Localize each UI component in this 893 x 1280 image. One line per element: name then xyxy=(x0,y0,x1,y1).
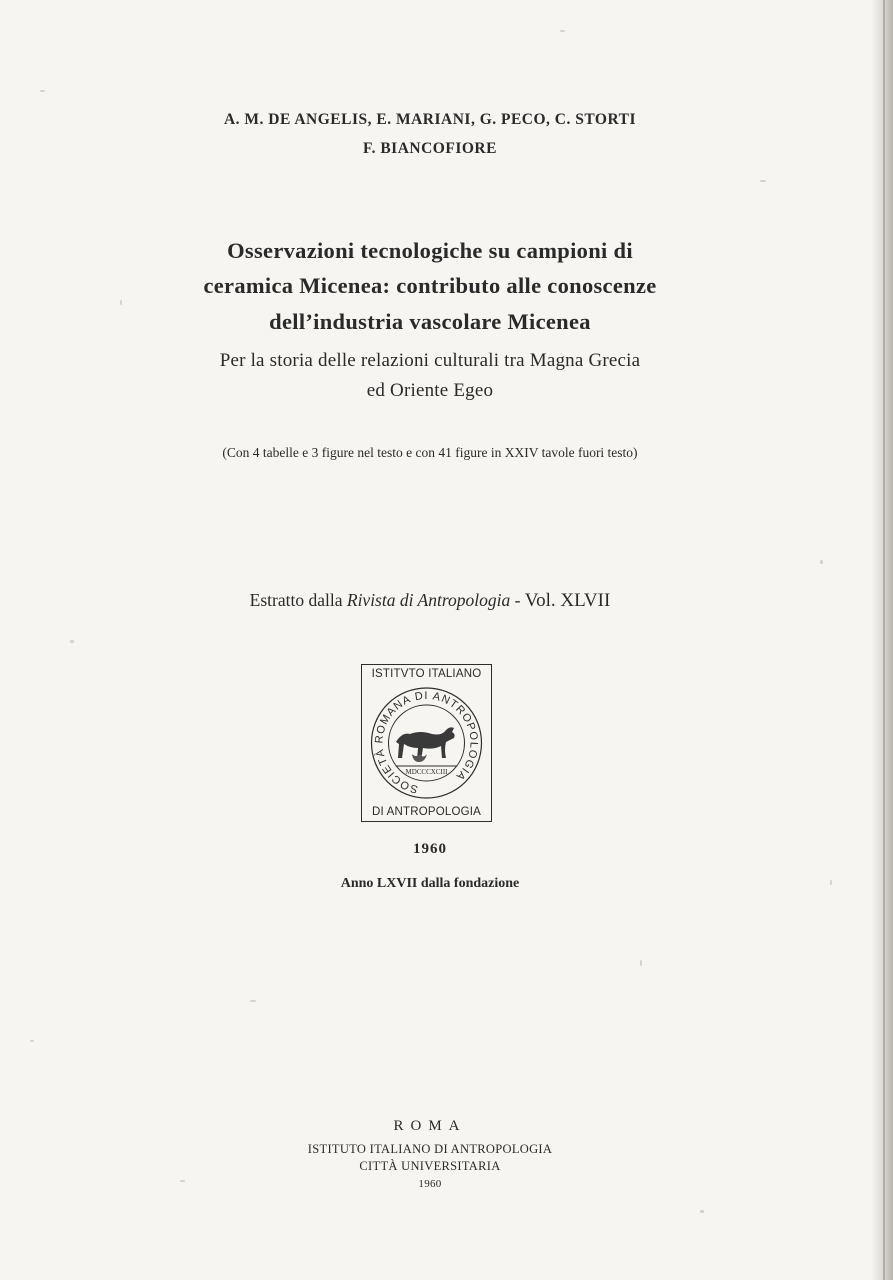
page-edge-line xyxy=(883,0,885,1280)
foundation-year-line: Anno LXVII dalla fondazione xyxy=(340,876,520,891)
paper-fleck xyxy=(560,30,565,32)
paper-fleck xyxy=(120,300,122,305)
she-wolf-emblem xyxy=(366,684,487,802)
publisher-name: ISTITUTO ITALIANO DI ANTROPOLOGIA xyxy=(307,1142,553,1156)
extract-prefix: Estratto dalla xyxy=(249,590,343,610)
page-edge xyxy=(871,0,893,1280)
publisher-place: CITTÀ UNIVERSITARIA xyxy=(359,1159,501,1173)
paper-fleck xyxy=(760,180,766,182)
seal-year-roman: MDCCCXCIII xyxy=(405,768,448,776)
seal-top-label: ISTITVTO ITALIANO xyxy=(371,668,482,680)
paper-fleck xyxy=(70,640,74,643)
paper-fleck xyxy=(40,90,45,92)
paper-fleck xyxy=(250,1000,256,1002)
seal-bottom-label: DI ANTROPOLOGIA xyxy=(371,806,482,818)
title-line-2: ceramica Micenea: contributo alle conoscenze xyxy=(203,273,657,298)
extract-separator: - xyxy=(514,590,521,610)
institute-seal xyxy=(361,664,492,822)
authors-line-2: F. BIANCOFIORE xyxy=(363,140,497,157)
publisher-city: ROMA xyxy=(393,1118,467,1134)
paper-fleck xyxy=(640,960,642,966)
authors-line-1: A. M. DE ANGELIS, E. MARIANI, G. PECO, C. STORTI xyxy=(223,111,636,128)
paper-fleck xyxy=(700,1210,704,1213)
title-line-1: Osservazioni tecnologiche su campioni di xyxy=(227,238,633,263)
extract-line xyxy=(0,590,860,612)
subtitle-line-1: Per la storia delle relazioni culturali tra Magna Grecia xyxy=(219,350,641,371)
title-line-3: dell’industria vascolare Micenea xyxy=(269,309,591,334)
contents-note: (Con 4 tabelle e 3 figure nel testo e con 41 figure in XXIV tavole fuori testo) xyxy=(222,445,638,460)
journal-name: Rivista di Antropologia xyxy=(346,590,511,610)
paper-fleck xyxy=(820,560,823,564)
seal-ring-text: SOCIETÀ ROMANA DI ANTROPOLOGIA xyxy=(373,689,480,796)
edition-year: 1960 xyxy=(413,841,447,857)
subtitle-line-2: ed Oriente Egeo xyxy=(366,380,494,401)
paper-fleck xyxy=(30,1040,34,1042)
volume-number: Vol. XLVII xyxy=(524,590,611,611)
publisher-year: 1960 xyxy=(418,1178,442,1190)
